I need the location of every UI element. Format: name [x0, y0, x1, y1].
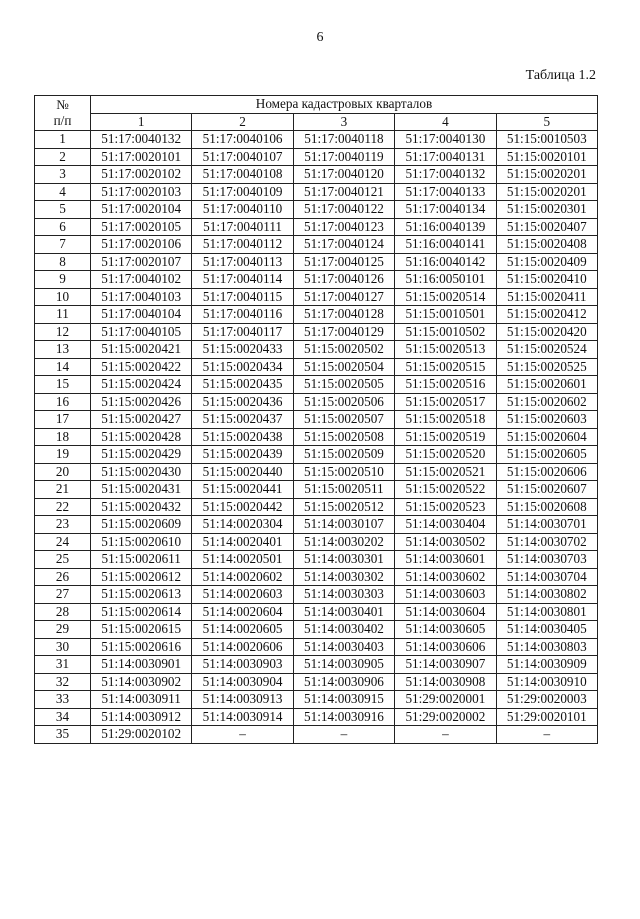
cadastral-number-cell: 51:16:0040139: [395, 218, 496, 236]
table-row: [35, 236, 598, 254]
row-number: 17: [35, 411, 91, 429]
table-row: [35, 621, 598, 639]
cadastral-number-cell: 51:15:0020604: [496, 428, 597, 446]
cadastral-number-cell: 51:15:0010503: [496, 131, 597, 149]
row-number: 35: [35, 726, 91, 744]
row-number: 8: [35, 253, 91, 271]
cadastral-number-cell: 51:17:0040132: [395, 166, 496, 184]
cadastral-number-cell: 51:15:0020521: [395, 463, 496, 481]
cadastral-number-cell: 51:15:0020426: [91, 393, 192, 411]
table-row: [35, 271, 598, 289]
cadastral-number-cell: 51:15:0020436: [192, 393, 293, 411]
table-row: [35, 708, 598, 726]
table-row: [35, 201, 598, 219]
header-col-4: 4: [395, 113, 496, 131]
cadastral-number-cell: 51:17:0040123: [293, 218, 394, 236]
cadastral-number-cell: 51:29:0020102: [91, 726, 192, 744]
table-row: [35, 218, 598, 236]
cadastral-number-cell: 51:14:0030301: [293, 551, 394, 569]
header-col-5: 5: [496, 113, 597, 131]
cadastral-number-cell: 51:14:0030404: [395, 516, 496, 534]
cadastral-number-cell: 51:17:0020106: [91, 236, 192, 254]
cadastral-number-cell: 51:17:0040127: [293, 288, 394, 306]
cadastral-number-cell: 51:15:0020427: [91, 411, 192, 429]
cadastral-number-cell: 51:14:0020606: [192, 638, 293, 656]
header-number-abbrev: п/п: [53, 113, 72, 128]
cadastral-number-cell: 51:17:0040103: [91, 288, 192, 306]
table-row: [35, 586, 598, 604]
cadastral-number-cell: 51:14:0030703: [496, 551, 597, 569]
table-row: [35, 131, 598, 149]
row-number: 29: [35, 621, 91, 639]
cadastral-number-cell: –: [293, 726, 394, 744]
cadastral-number-cell: 51:14:0030605: [395, 621, 496, 639]
cadastral-number-cell: 51:29:0020003: [496, 691, 597, 709]
cadastral-number-cell: 51:15:0020613: [91, 586, 192, 604]
table-row: [35, 288, 598, 306]
row-number: 21: [35, 481, 91, 499]
row-number: 12: [35, 323, 91, 341]
cadastral-number-cell: 51:15:0020609: [91, 516, 192, 534]
cadastral-number-cell: 51:14:0030702: [496, 533, 597, 551]
cadastral-number-cell: 51:15:0020410: [496, 271, 597, 289]
cadastral-number-cell: 51:14:0030602: [395, 568, 496, 586]
cadastral-number-cell: 51:14:0030107: [293, 516, 394, 534]
cadastral-number-cell: 51:15:0020434: [192, 358, 293, 376]
cadastral-number-cell: 51:15:0020438: [192, 428, 293, 446]
cadastral-number-cell: 51:15:0020608: [496, 498, 597, 516]
header-col-2: 2: [192, 113, 293, 131]
cadastral-number-cell: 51:17:0040120: [293, 166, 394, 184]
cadastral-number-cell: 51:17:0040104: [91, 306, 192, 324]
cadastral-number-cell: 51:14:0030701: [496, 516, 597, 534]
cadastral-number-cell: 51:15:0020516: [395, 376, 496, 394]
table-row: [35, 306, 598, 324]
cadastral-number-cell: 51:15:0020424: [91, 376, 192, 394]
row-number: 15: [35, 376, 91, 394]
row-number: 11: [35, 306, 91, 324]
cadastral-number-cell: 51:17:0040108: [192, 166, 293, 184]
cadastral-number-cell: 51:15:0020440: [192, 463, 293, 481]
cadastral-number-cell: 51:15:0020431: [91, 481, 192, 499]
cadastral-number-cell: 51:14:0030909: [496, 656, 597, 674]
cadastral-number-cell: 51:14:0030302: [293, 568, 394, 586]
cadastral-number-cell: 51:14:0030704: [496, 568, 597, 586]
cadastral-number-cell: –: [496, 726, 597, 744]
cadastral-number-cell: 51:17:0040128: [293, 306, 394, 324]
row-number: 16: [35, 393, 91, 411]
cadastral-number-cell: 51:17:0040106: [192, 131, 293, 149]
row-number: 23: [35, 516, 91, 534]
cadastral-number-cell: 51:14:0020501: [192, 551, 293, 569]
table-row: [35, 533, 598, 551]
cadastral-number-cell: 51:29:0020002: [395, 708, 496, 726]
cadastral-number-cell: 51:15:0020442: [192, 498, 293, 516]
row-number: 14: [35, 358, 91, 376]
row-number: 25: [35, 551, 91, 569]
table-row: [35, 603, 598, 621]
cadastral-number-cell: 51:14:0030202: [293, 533, 394, 551]
cadastral-number-cell: 51:17:0040107: [192, 148, 293, 166]
cadastral-number-cell: 51:15:0020601: [496, 376, 597, 394]
row-number: 10: [35, 288, 91, 306]
table-row: [35, 323, 598, 341]
cadastral-number-cell: –: [395, 726, 496, 744]
cadastral-number-cell: 51:15:0020435: [192, 376, 293, 394]
cadastral-number-cell: 51:14:0020304: [192, 516, 293, 534]
header-row-number: [35, 96, 91, 131]
cadastral-number-cell: 51:14:0030911: [91, 691, 192, 709]
table-row: [35, 726, 598, 744]
cadastral-number-cell: 51:14:0030402: [293, 621, 394, 639]
row-number: 18: [35, 428, 91, 446]
cadastral-number-cell: 51:14:0030910: [496, 673, 597, 691]
cadastral-number-cell: 51:14:0030603: [395, 586, 496, 604]
table-row: [35, 691, 598, 709]
cadastral-number-cell: 51:15:0020301: [496, 201, 597, 219]
cadastral-number-cell: 51:17:0040134: [395, 201, 496, 219]
row-number: 28: [35, 603, 91, 621]
cadastral-number-cell: 51:15:0020432: [91, 498, 192, 516]
cadastral-number-cell: 51:17:0040126: [293, 271, 394, 289]
page-number: 6: [316, 30, 324, 45]
header-group-title: Номера кадастровых кварталов: [91, 96, 598, 114]
cadastral-number-cell: 51:15:0010501: [395, 306, 496, 324]
cadastral-number-cell: 51:15:0020407: [496, 218, 597, 236]
row-number: 6: [35, 218, 91, 236]
cadastral-number-cell: 51:15:0020408: [496, 236, 597, 254]
header-col-3: 3: [293, 113, 394, 131]
table-row: [35, 551, 598, 569]
cadastral-number-cell: 51:14:0030606: [395, 638, 496, 656]
table-row: [35, 253, 598, 271]
row-number: 30: [35, 638, 91, 656]
cadastral-number-cell: 51:14:0030907: [395, 656, 496, 674]
cadastral-number-cell: 51:15:0020511: [293, 481, 394, 499]
cadastral-number-cell: 51:15:0020504: [293, 358, 394, 376]
cadastral-number-cell: 51:15:0020510: [293, 463, 394, 481]
table-row: [35, 638, 598, 656]
table-row: [35, 428, 598, 446]
table-row: [35, 341, 598, 359]
cadastral-number-cell: 51:15:0020520: [395, 446, 496, 464]
row-number: 19: [35, 446, 91, 464]
row-number: 27: [35, 586, 91, 604]
cadastral-number-cell: 51:17:0020101: [91, 148, 192, 166]
table-row: [35, 568, 598, 586]
cadastral-number-cell: 51:14:0030902: [91, 673, 192, 691]
cadastral-number-cell: 51:14:0030912: [91, 708, 192, 726]
cadastral-number-cell: 51:29:0020001: [395, 691, 496, 709]
cadastral-number-cell: 51:15:0020437: [192, 411, 293, 429]
cadastral-number-cell: 51:17:0040124: [293, 236, 394, 254]
cadastral-number-cell: 51:17:0040115: [192, 288, 293, 306]
cadastral-number-cell: 51:17:0040119: [293, 148, 394, 166]
cadastral-number-cell: 51:17:0020103: [91, 183, 192, 201]
cadastral-number-cell: 51:14:0020602: [192, 568, 293, 586]
cadastral-number-cell: 51:14:0030913: [192, 691, 293, 709]
cadastral-number-cell: 51:17:0040118: [293, 131, 394, 149]
cadastral-number-cell: 51:15:0020614: [91, 603, 192, 621]
table-body: [35, 131, 598, 744]
table-row: [35, 393, 598, 411]
cadastral-number-cell: 51:15:0020611: [91, 551, 192, 569]
row-number: 9: [35, 271, 91, 289]
cadastral-number-cell: 51:15:0020101: [496, 148, 597, 166]
row-number: 1: [35, 131, 91, 149]
cadastral-number-cell: 51:17:0040133: [395, 183, 496, 201]
table-row: [35, 463, 598, 481]
cadastral-number-cell: 51:14:0020605: [192, 621, 293, 639]
cadastral-number-cell: 51:14:0030405: [496, 621, 597, 639]
cadastral-number-cell: 51:17:0020105: [91, 218, 192, 236]
cadastral-number-cell: 51:15:0020603: [496, 411, 597, 429]
cadastral-number-cell: 51:14:0030914: [192, 708, 293, 726]
cadastral-number-cell: 51:17:0040117: [192, 323, 293, 341]
cadastral-number-cell: 51:15:0020610: [91, 533, 192, 551]
cadastral-number-cell: 51:14:0030802: [496, 586, 597, 604]
row-number: 22: [35, 498, 91, 516]
cadastral-number-cell: 51:14:0030908: [395, 673, 496, 691]
table-row: [35, 183, 598, 201]
cadastral-number-cell: 51:15:0020411: [496, 288, 597, 306]
cadastral-number-cell: 51:15:0020409: [496, 253, 597, 271]
cadastral-number-cell: 51:15:0020201: [496, 183, 597, 201]
cadastral-number-cell: 51:14:0020604: [192, 603, 293, 621]
cadastral-number-cell: 51:15:0020517: [395, 393, 496, 411]
cadastral-number-cell: 51:17:0020102: [91, 166, 192, 184]
cadastral-number-cell: 51:15:0020508: [293, 428, 394, 446]
cadastral-number-cell: 51:15:0020522: [395, 481, 496, 499]
cadastral-number-cell: 51:14:0030906: [293, 673, 394, 691]
cadastral-number-cell: 51:14:0030901: [91, 656, 192, 674]
cadastral-number-cell: 51:14:0030303: [293, 586, 394, 604]
table-row: [35, 516, 598, 534]
cadastral-number-cell: 51:29:0020101: [496, 708, 597, 726]
row-number: 24: [35, 533, 91, 551]
cadastral-number-cell: 51:14:0020603: [192, 586, 293, 604]
cadastral-number-cell: 51:17:0040125: [293, 253, 394, 271]
cadastral-number-cell: 51:14:0030401: [293, 603, 394, 621]
cadastral-number-cell: 51:17:0040132: [91, 131, 192, 149]
cadastral-number-cell: 51:17:0020104: [91, 201, 192, 219]
cadastral-number-cell: 51:17:0040111: [192, 218, 293, 236]
cadastral-number-cell: 51:17:0040113: [192, 253, 293, 271]
cadastral-number-cell: 51:14:0030916: [293, 708, 394, 726]
cadastral-number-cell: 51:14:0030604: [395, 603, 496, 621]
table-row: [35, 498, 598, 516]
row-number: 4: [35, 183, 91, 201]
row-number: 34: [35, 708, 91, 726]
cadastral-number-cell: 51:15:0020441: [192, 481, 293, 499]
cadastral-number-cell: 51:14:0030801: [496, 603, 597, 621]
cadastral-number-cell: 51:15:0020512: [293, 498, 394, 516]
cadastral-number-cell: 51:15:0020515: [395, 358, 496, 376]
cadastral-number-cell: 51:15:0020612: [91, 568, 192, 586]
cadastral-number-cell: 51:16:0050101: [395, 271, 496, 289]
cadastral-number-cell: 51:17:0040131: [395, 148, 496, 166]
cadastral-number-cell: 51:14:0020401: [192, 533, 293, 551]
cadastral-number-cell: 51:15:0020615: [91, 621, 192, 639]
cadastral-number-cell: 51:15:0020422: [91, 358, 192, 376]
cadastral-number-cell: –: [192, 726, 293, 744]
table-row: [35, 656, 598, 674]
cadastral-number-cell: 51:15:0020507: [293, 411, 394, 429]
cadastral-number-cell: 51:14:0030905: [293, 656, 394, 674]
cadastral-number-cell: 51:15:0020421: [91, 341, 192, 359]
table-row: [35, 166, 598, 184]
row-number: 20: [35, 463, 91, 481]
cadastral-number-cell: 51:15:0020502: [293, 341, 394, 359]
cadastral-number-cell: 51:14:0030803: [496, 638, 597, 656]
cadastral-number-cell: 51:17:0040105: [91, 323, 192, 341]
cadastral-number-cell: 51:15:0020606: [496, 463, 597, 481]
cadastral-number-cell: 51:15:0010502: [395, 323, 496, 341]
row-number: 33: [35, 691, 91, 709]
cadastral-number-cell: 51:17:0040116: [192, 306, 293, 324]
table-row: [35, 376, 598, 394]
cadastral-number-cell: 51:16:0040142: [395, 253, 496, 271]
row-number: 31: [35, 656, 91, 674]
cadastral-number-cell: 51:15:0020607: [496, 481, 597, 499]
cadastral-number-cell: 51:17:0040112: [192, 236, 293, 254]
cadastral-number-cell: 51:15:0020505: [293, 376, 394, 394]
cadastral-number-cell: 51:17:0040130: [395, 131, 496, 149]
cadastral-number-cell: 51:15:0020513: [395, 341, 496, 359]
cadastral-number-cell: 51:17:0020107: [91, 253, 192, 271]
cadastral-number-cell: 51:14:0030915: [293, 691, 394, 709]
cadastral-number-cell: 51:15:0020524: [496, 341, 597, 359]
cadastral-number-cell: 51:17:0040109: [192, 183, 293, 201]
row-number: 5: [35, 201, 91, 219]
cadastral-number-cell: 51:15:0020602: [496, 393, 597, 411]
cadastral-number-cell: 51:15:0020519: [395, 428, 496, 446]
table-row: [35, 411, 598, 429]
cadastral-quarters-table: [34, 95, 598, 744]
row-number: 2: [35, 148, 91, 166]
row-number: 3: [35, 166, 91, 184]
cadastral-number-cell: 51:15:0020433: [192, 341, 293, 359]
cadastral-number-cell: 51:17:0040121: [293, 183, 394, 201]
cadastral-number-cell: 51:15:0020525: [496, 358, 597, 376]
table-row: [35, 481, 598, 499]
cadastral-number-cell: 51:15:0020506: [293, 393, 394, 411]
cadastral-number-cell: 51:17:0040102: [91, 271, 192, 289]
cadastral-number-cell: 51:15:0020429: [91, 446, 192, 464]
header-number-sign: №: [56, 97, 69, 112]
cadastral-number-cell: 51:15:0020523: [395, 498, 496, 516]
cadastral-number-cell: 51:16:0040141: [395, 236, 496, 254]
header-col-1: 1: [91, 113, 192, 131]
cadastral-number-cell: 51:15:0020439: [192, 446, 293, 464]
table-row: [35, 148, 598, 166]
cadastral-number-cell: 51:14:0030904: [192, 673, 293, 691]
table-row: [35, 446, 598, 464]
cadastral-number-cell: 51:14:0030601: [395, 551, 496, 569]
cadastral-number-cell: 51:15:0020430: [91, 463, 192, 481]
cadastral-number-cell: 51:15:0020514: [395, 288, 496, 306]
row-number: 7: [35, 236, 91, 254]
cadastral-number-cell: 51:14:0030903: [192, 656, 293, 674]
cadastral-number-cell: 51:15:0020518: [395, 411, 496, 429]
cadastral-number-cell: 51:17:0040110: [192, 201, 293, 219]
cadastral-number-cell: 51:15:0020428: [91, 428, 192, 446]
table-row: [35, 673, 598, 691]
cadastral-number-cell: 51:15:0020605: [496, 446, 597, 464]
table-row: [35, 358, 598, 376]
cadastral-number-cell: 51:15:0020616: [91, 638, 192, 656]
cadastral-number-cell: 51:17:0040129: [293, 323, 394, 341]
row-number: 26: [35, 568, 91, 586]
cadastral-number-cell: 51:15:0020201: [496, 166, 597, 184]
table-caption: Таблица 1.2: [525, 68, 596, 83]
cadastral-number-cell: 51:17:0040114: [192, 271, 293, 289]
row-number: 13: [35, 341, 91, 359]
cadastral-number-cell: 51:15:0020509: [293, 446, 394, 464]
cadastral-number-cell: 51:15:0020420: [496, 323, 597, 341]
cadastral-number-cell: 51:14:0030502: [395, 533, 496, 551]
cadastral-number-cell: 51:14:0030403: [293, 638, 394, 656]
cadastral-number-cell: 51:15:0020412: [496, 306, 597, 324]
cadastral-number-cell: 51:17:0040122: [293, 201, 394, 219]
row-number: 32: [35, 673, 91, 691]
